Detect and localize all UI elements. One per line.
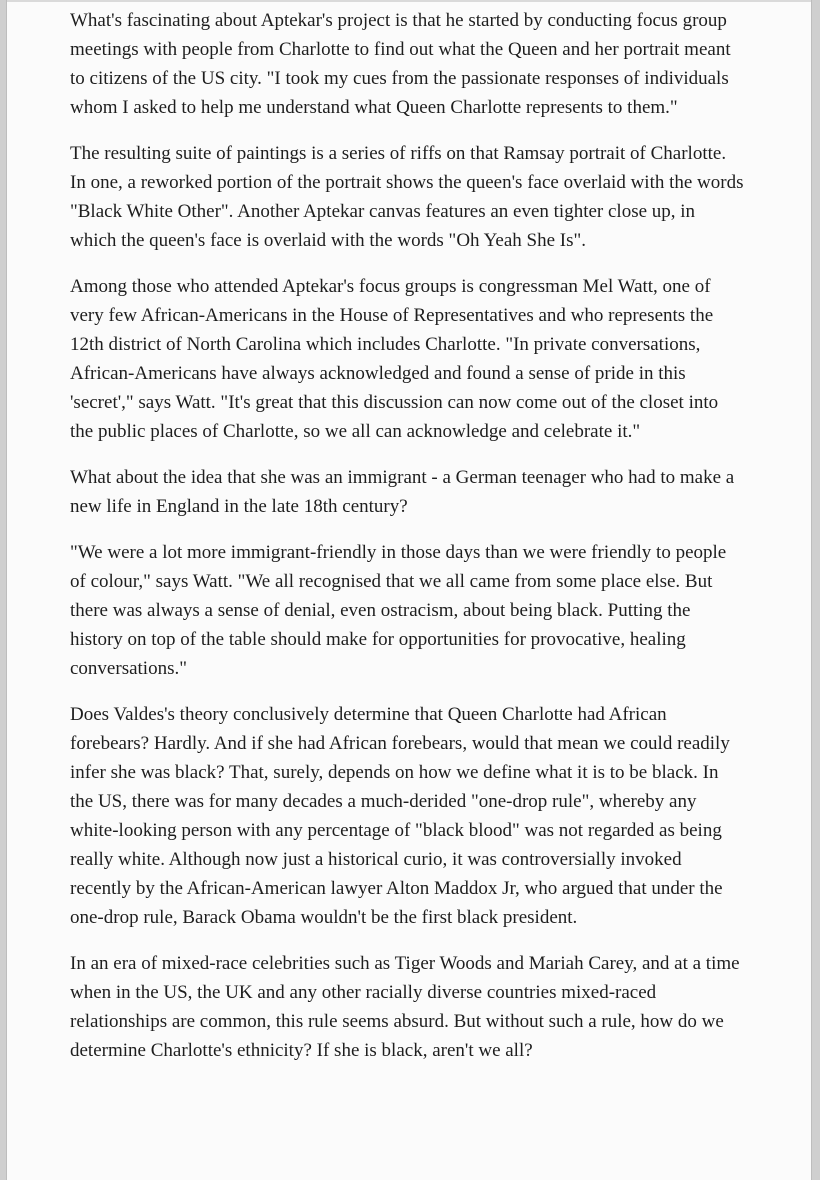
article-paragraph: Among those who attended Aptekar's focus groups is congressman Mel Watt, one of very few African-Americans in the House of Representatives and who represents the 12th district of North Carolina which includes Charlotte. "In private conversations, African-Americans have always acknowledged and found a sense of pride in this 'secret'," says Watt. "It's great that this discussion can now come out of the closet into the public places of Charlotte, so we all can acknowledge and celebrate it." (70, 276, 719, 442)
right-page-margin (811, 0, 820, 1180)
article-paragraph: The resulting suite of paintings is a series of riffs on that Ramsay portrait of Charlotte. In one, a reworked portion of the portrait shows the queen's face overlaid with the words "Black White Other". Another Aptekar canvas features an even tighter close up, in which the queen's face is overlaid with the words "Oh Yeah She Is". (70, 143, 744, 251)
article-paragraph: "We were a lot more immigrant-friendly in those days than we were friendly to people of colour," says Watt. "We all recognised that we all came from some place else. But there was always a sense of denial, even ostracism, about being black. Putting the history on top of the table should make for opportunities for provocative, healing conversations." (70, 542, 727, 679)
article-paragraph: Does Valdes's theory conclusively determine that Queen Charlotte had African forebears? Hardly. And if she had African forebears, would that mean we could readily infer she was black? That, surely, depends on how we define what it is to be black. In the US, there was for many decades a much-derided "one-drop rule", whereby any white-looking person with any percentage of "black blood" was not regarded as being really white. Although now just a historical curio, it was controversially invoked recently by the African-American lawyer Alton Maddox Jr, who argued that under the one-drop rule, Barack Obama wouldn't be the first black president. (70, 704, 730, 928)
article-page (7, 0, 811, 1180)
article-paragraph: What's fascinating about Aptekar's project is that he started by conducting focus group meetings with people from Charlotte to find out what the Queen and her portrait meant to citizens of the US city. "I took my cues from the passionate responses of individuals whom I asked to help me understand what Queen Charlotte represents to them." (70, 10, 731, 118)
left-page-margin (0, 0, 7, 1180)
article-paragraph: What about the idea that she was an immigrant - a German teenager who had to make a new life in England in the late 18th century? (70, 467, 735, 517)
article-paragraph: In an era of mixed-race celebrities such as Tiger Woods and Mariah Carey, and at a time when in the US, the UK and any other racially diverse countries mixed-raced relationships are common, this rule seems absurd. But without such a rule, how do we determine Charlotte's ethnicity? If she is black, aren't we all? (70, 953, 740, 1061)
article-body (7, 2, 746, 1065)
